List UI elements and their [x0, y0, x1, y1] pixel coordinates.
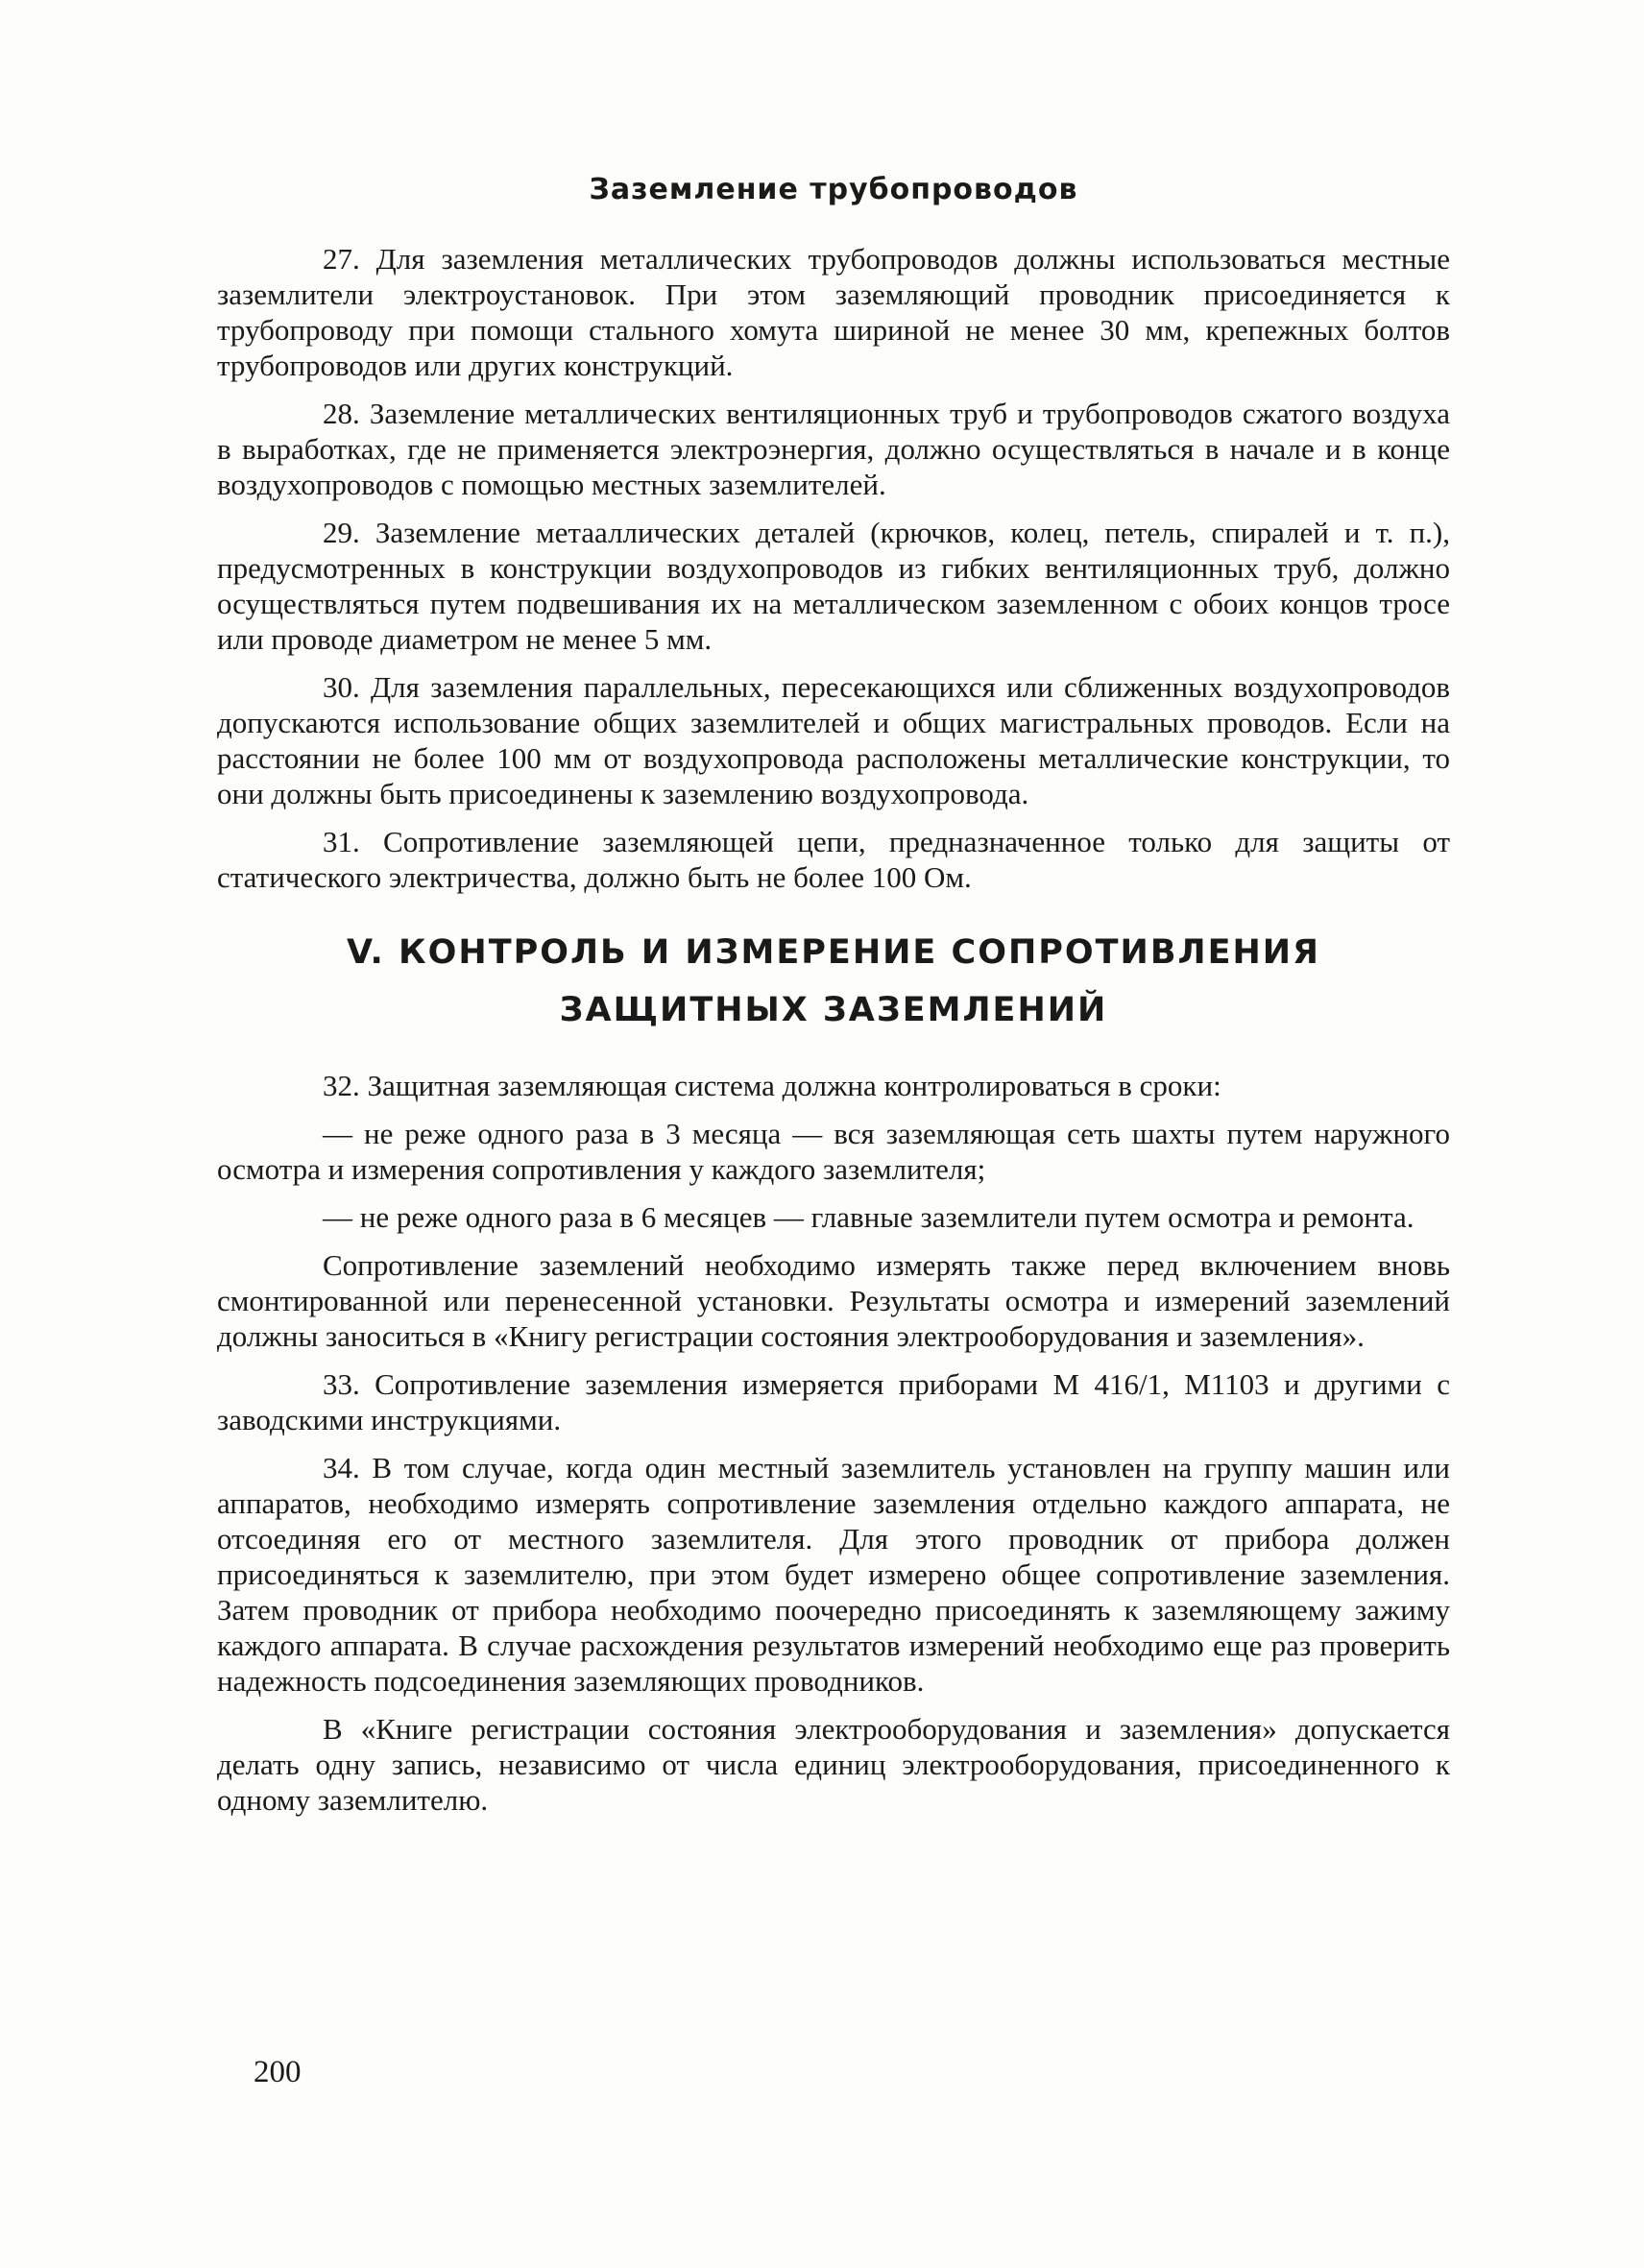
- paragraph-32: 32. Защитная заземляющая система должна контролироваться в сроки:: [323, 1069, 1221, 1102]
- text-column: [217, 173, 1450, 1830]
- paragraph-30: 30. Для заземления параллельных, пересекающихся или сближенных воздухопроводов допускаются использование общих заземлителей и общих магистральных проводов. Если на расстоянии не более 100 мм от воздухопровода расположены металлические конструкции, то они должны быть присоединены к заземлению воздухопровода.: [217, 670, 1450, 810]
- section-title: Заземление трубопроводов: [589, 173, 1078, 206]
- paragraph-34-note: В «Книге регистрации состояния электрооборудования и заземления» допускается делать одну запись, независимо от числа единиц электрооборудования, присоединенного к одному заземлителю.: [217, 1712, 1450, 1817]
- paragraph-31: 31. Сопротивление заземляющей цепи, предназначенное только для защиты от статического электричества, должно быть не более 100 Ом.: [217, 825, 1450, 894]
- paragraph-29: 29. Заземление метаалличеcких деталей (крючков, колец, петель, спиралей и т. п.), предусмотренных в конструкции воздухопроводов из гибких вентиляционных труб, должно осуществляться путем подвешивания их на металлическом заземленном с обоих концов тросе или проводе диаметром не менее 5 мм.: [217, 516, 1450, 656]
- paragraph-33: 33. Сопротивление заземления измеряется приборами М 416/1, М1103 и другими с заводскими инструкциями.: [217, 1367, 1450, 1436]
- chapter-heading-line-2: ЗАЩИТНЫХ ЗАЗЕМЛЕНИЙ: [559, 991, 1108, 1029]
- paragraph-32-item-1: — не реже одного раза в 3 месяца — вся заземляющая сеть шахты путем наружного осмотра и измерения сопротивления у каждого заземлителя;: [217, 1117, 1450, 1186]
- paragraph-27: 27. Для заземления металлических трубопроводов должны использоваться местные заземлители электроустановок. При этом заземляющий проводник присоединяется к трубопроводу при помощи стального хомута шириной не менее 30 мм, крепежных болтов трубопроводов или других конструкций.: [217, 242, 1450, 382]
- chapter-heading-line-1: V. КОНТРОЛЬ И ИЗМЕРЕНИЕ СОПРОТИВЛЕНИЯ: [346, 933, 1321, 972]
- paragraph-34: 34. В том случае, когда один местный заземлитель установлен на группу машин или аппаратов, необходимо измерять сопротивление заземления отдельно каждого аппарата, не отсоединяя его от местного заземлителя. Для этого проводник от прибора должен присоединяться к заземлителю, при этом будет измерено общее сопротивление заземления. Затем проводник от прибора необходимо поочередно присоединять к заземляющему зажиму каждого аппарата. В случае расхождения результатов измерений необходимо еще раз проверить надежность подсоединения заземляющих проводников.: [217, 1451, 1450, 1698]
- page-number: 200: [254, 2055, 302, 2089]
- chapter-heading: [217, 924, 1450, 1039]
- paragraph-32-note: Сопротивление заземлений необходимо измерять также перед включением вновь смонтированной или перенесенной установки. Результаты осмотра и измерений заземлений должны заноситься в «Книгу регистрации состояния электрооборудования и заземления».: [217, 1248, 1450, 1353]
- paragraph-32-item-2: — не реже одного раза в 6 месяцев — главные заземлители путем осмотра и ремонта.: [323, 1200, 1414, 1234]
- paragraph-28: 28. Заземление металлических вентиляционных труб и трубопроводов сжатого воздуха в выработках, где не применяется электроэнергия, должно осуществляться в начале и в конце воздухопроводов с помощью местных заземлителей.: [217, 397, 1450, 501]
